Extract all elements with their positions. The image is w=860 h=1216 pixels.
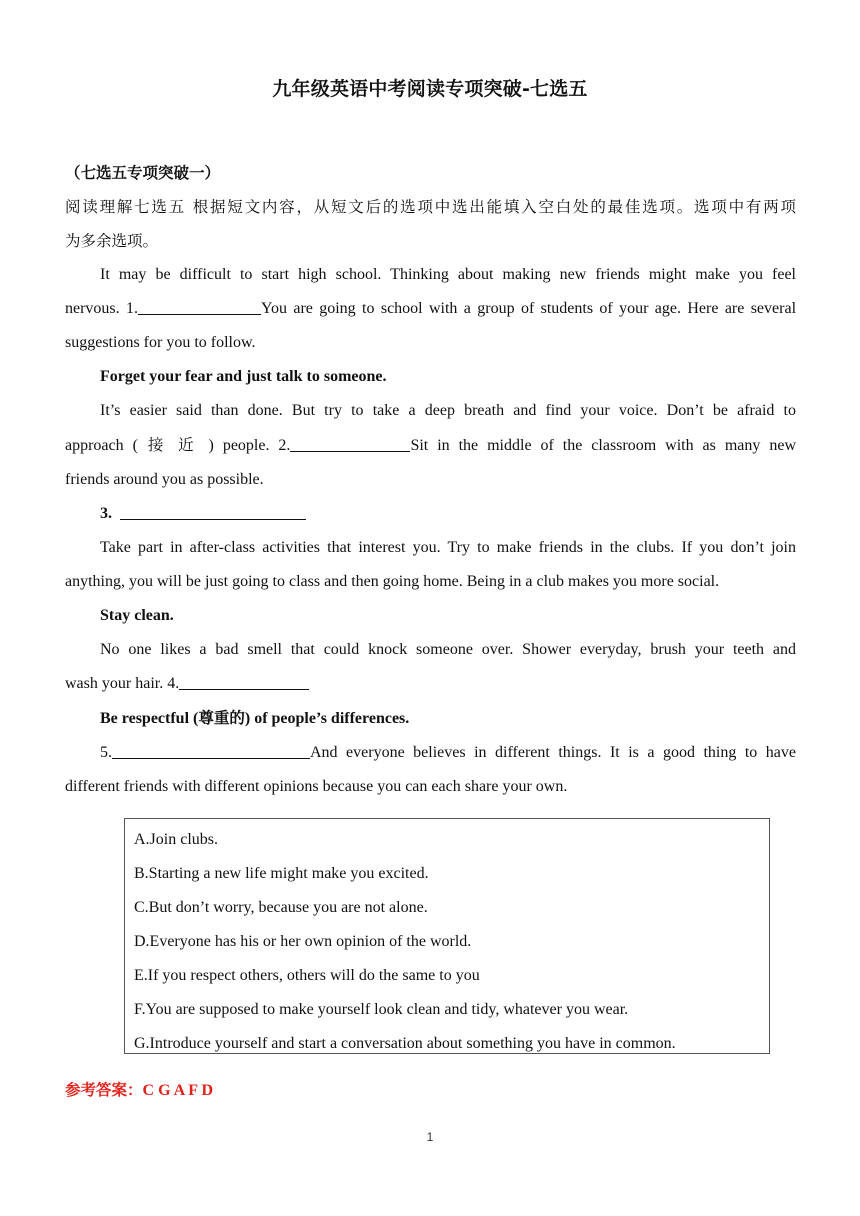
subheading-talk: Forget your fear and just talk to someone. <box>100 368 387 385</box>
option-a: A.Join clubs. <box>134 831 218 848</box>
option-d: D.Everyone has his or her own opinion of the world. <box>134 933 472 950</box>
subheading-respectful-gloss: 尊重的 <box>198 709 245 727</box>
blank-2-suffix: Sit in the middle of the classroom with as many new <box>410 437 797 454</box>
options-box <box>124 818 770 1054</box>
option-e: E.If you respect others, others will do the same to you <box>134 967 480 984</box>
option-c: C.But don’t worry, because you are not alone. <box>134 899 428 916</box>
passage-paragraph-3-line-2: anything, you will be just going to class and then going home. Being in a club makes you more social. <box>65 573 720 590</box>
passage-paragraph-2-line-1: It’s easier said than done. But try to take a deep breath and find your voice. Don’t be afraid to <box>100 402 796 419</box>
blank-4-prefix: wash your hair. 4. <box>65 675 180 692</box>
blank-1 <box>138 296 261 315</box>
passage-paragraph-1-line-1: It may be difficult to start high school. Thinking about making new friends might make you feel <box>100 266 796 283</box>
answer-value: C G A F D <box>142 1082 214 1099</box>
passage-paragraph-2-line-3: friends around you as possible. <box>65 471 264 488</box>
blank-2-prefix: ) people. 2. <box>208 437 291 454</box>
subheading-respectful-end: ) of people’s differences. <box>244 710 410 727</box>
document-body <box>65 156 796 804</box>
blank-1-suffix: You are going to school with a group of students of your age. Here are several <box>261 300 797 317</box>
instructions-line-1: 阅读理解七选五 根据短文内容，从短文后的选项中选出能填入空白处的最佳选项。选项中有两项 <box>65 198 796 216</box>
approach-text: approach ( <box>65 437 138 454</box>
passage-paragraph-4-line-1: No one likes a bad smell that could knock someone over. Shower everyday, brush your teeth and <box>100 641 796 658</box>
answer-label: 参考答案： <box>65 1081 143 1099</box>
blank-2 <box>290 433 410 452</box>
subheading-respectful <box>65 701 796 736</box>
passage-paragraph-1-line-3: suggestions for you to follow. <box>65 334 256 351</box>
passage-paragraph-5-line-1 <box>65 736 796 770</box>
blank-3 <box>120 501 306 520</box>
option-b: B.Starting a new life might make you excited. <box>134 865 429 882</box>
passage-paragraph-4-line-2 <box>65 667 796 701</box>
subheading-respectful-text: Be respectful ( <box>100 710 199 727</box>
subheading-stay-clean: Stay clean. <box>100 607 174 624</box>
blank-5-suffix: And everyone believes in different things. It is a good thing to have <box>310 744 796 761</box>
passage-paragraph-3-line-1: Take part in after-class activities that interest you. Try to make friends in the clubs. If you don’t join <box>100 539 796 556</box>
passage-paragraph-2-line-2 <box>65 428 796 463</box>
page-title: 九年级英语中考阅读专项突破-七选五 <box>272 78 588 100</box>
section-heading: （七选五专项突破一） <box>65 164 221 182</box>
subheading-3 <box>65 497 796 531</box>
blank-5 <box>112 740 310 759</box>
blank-4 <box>179 671 309 690</box>
option-g: G.Introduce yourself and start a conversation about something you have in common. <box>134 1035 676 1052</box>
approach-gloss: 接 近 <box>137 436 209 454</box>
answer-key <box>65 1078 213 1100</box>
blank-1-prefix: nervous. 1. <box>65 300 139 317</box>
blank-5-prefix: 5. <box>100 744 112 761</box>
blank-3-number: 3. <box>100 505 112 522</box>
page-number: 1 <box>426 1130 434 1144</box>
passage-paragraph-5-line-2: different friends with different opinions because you can each share your own. <box>65 778 568 795</box>
instructions-line-2: 为多余选项。 <box>65 232 159 250</box>
passage-paragraph-1-line-2 <box>65 292 796 326</box>
option-f: F.You are supposed to make yourself look clean and tidy, whatever you wear. <box>134 1001 629 1018</box>
